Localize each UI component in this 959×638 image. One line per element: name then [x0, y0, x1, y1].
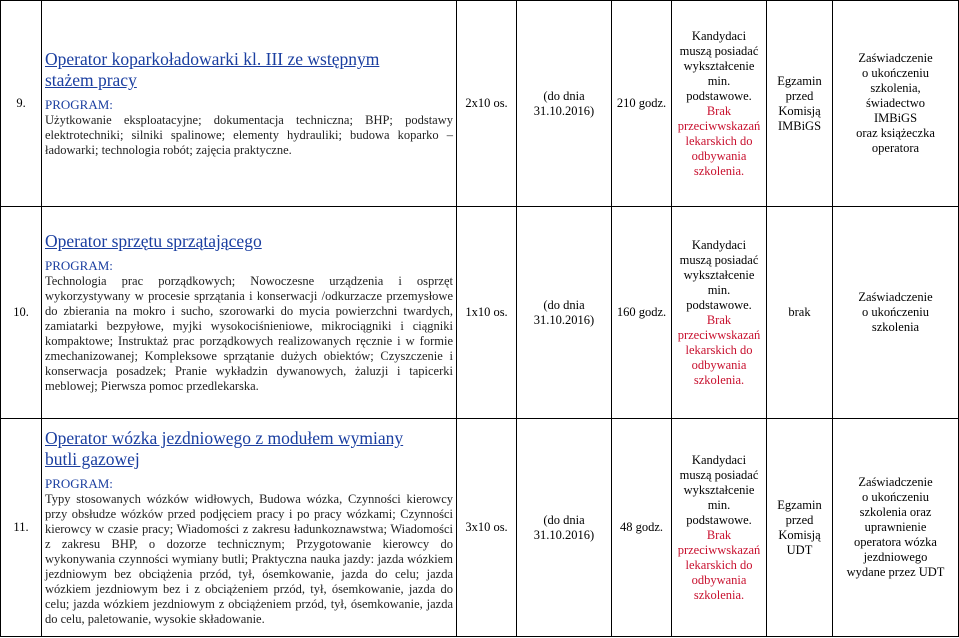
- course-title-line: Operator sprzętu sprzątającego: [45, 231, 262, 251]
- requirements-medical: [675, 528, 763, 603]
- deadline: [517, 207, 612, 419]
- exam: [767, 207, 833, 419]
- deadline-line: (do dnia: [543, 297, 585, 312]
- certificate-line: szkolenia,: [870, 81, 921, 95]
- certificate-line: szkolenia: [871, 320, 920, 334]
- exam-line: UDT: [786, 542, 813, 557]
- exam: [767, 419, 833, 637]
- certificate: [833, 207, 959, 419]
- course-title-line: stażem pracy: [45, 70, 137, 90]
- requirements_black-line: Kandydaci: [691, 237, 747, 252]
- program-label: PROGRAM:: [45, 97, 113, 112]
- course-title: [45, 231, 453, 252]
- course-description: [42, 207, 457, 419]
- exam-line: IMBiGS: [777, 118, 822, 133]
- certificate-line: jezdniowego: [863, 550, 928, 564]
- exam-line: Komisją: [778, 527, 821, 542]
- requirements_black-line: min.: [707, 73, 731, 88]
- requirements-medical: [675, 104, 763, 179]
- requirements_red-line: przeciwwskazań: [677, 327, 761, 342]
- hours: 160 godz.: [612, 207, 672, 419]
- deadline-line: 31.10.2016): [533, 527, 595, 542]
- requirements_red-line: przeciwwskazań: [677, 542, 761, 557]
- program-label: PROGRAM:: [45, 258, 113, 273]
- participants: 3x10 os.: [457, 419, 517, 637]
- certificate-line: IMBiGS: [873, 111, 918, 125]
- course-title: [45, 49, 453, 91]
- requirements_red-line: Brak: [706, 527, 732, 542]
- course-number: 11.: [1, 419, 42, 637]
- course-description: [42, 419, 457, 637]
- certificate-line: o ukończeniu: [862, 490, 929, 504]
- program-text: Technologia prac porządkowych; Nowoczesne urządzenia i osprzęt wykorzystywany w procesie sprzątania i konserwacji /odkurzacze przemysłowe do zbierania na mokro i sucho, szorowarki do mycia powierzchni twardych, zamiatarki bezpyłowe, myjki wysokociśnieniowe, mikrociągniki i ciągniki kompaktowe; Instruktaż prac porządkowych realizowanych ręcznie i w formie zmechanizowanej; Kompleksowe sprzątanie dużych obiektów; Czyszczenie i konserwacja posadzek; Pranie wykładzin dywanowych, żaluzji i tapicerki meblowej; Pierwsza pomoc przedlekarska.: [45, 274, 453, 393]
- exam-line: przed: [785, 512, 814, 527]
- course-number: 10.: [1, 207, 42, 419]
- deadline-line: (do dnia: [543, 512, 585, 527]
- course-number: 9.: [1, 1, 42, 207]
- program-label: PROGRAM:: [45, 476, 113, 491]
- exam: [767, 1, 833, 207]
- exam-line: Egzamin: [777, 497, 822, 512]
- requirements_red-line: lekarskich do: [685, 133, 753, 148]
- deadline: [517, 1, 612, 207]
- requirements_black-line: muszą posiadać: [679, 252, 759, 267]
- requirements_red-line: szkolenia.: [693, 587, 745, 602]
- course-description: [42, 1, 457, 207]
- course-title-line: butli gazowej: [45, 449, 140, 469]
- requirements_red-line: lekarskich do: [685, 342, 753, 357]
- requirements-education: [675, 238, 763, 313]
- certificate-line: szkolenia oraz: [859, 505, 932, 519]
- table-row: [1, 1, 959, 207]
- deadline: [517, 419, 612, 637]
- exam-line: brak: [788, 305, 811, 319]
- course-title-line: Operator wózka jezdniowego z modułem wymiany: [45, 428, 404, 448]
- program-text: Typy stosowanych wózków widłowych, Budowa wózka, Czynności kierowcy przy obsłudze wózków przed podjęciem pracy i po pracy wózkami; Czynności kierowcy w czasie pracy; Wiadomości z zakresu ładunkoznawstwa; Wiadomości z zakresu BHP, o dozorze technicznym; Przygotowanie kierowcy do wykonywania czynności wymiany butli; Praktyczna nauka jazdy: jazda wózkiem jezdniowym bez obciążenia przód, tył, ósemkowanie, jazda do celu; jazda wózkiem jezdniowym bez i z obciążeniem przód, tył, ósemkowanie, jazda do celu; jazda wózkiem jezdniowym z obciążeniem przód, tył, ósemkowanie, jazda do celu, paletowanie, wysokie składowanie.: [45, 492, 453, 626]
- hours: 210 godz.: [612, 1, 672, 207]
- certificate-line: operatora: [871, 141, 920, 155]
- requirements_black-line: podstawowe.: [686, 88, 752, 103]
- certificate-line: Zaświadczenie: [858, 475, 933, 489]
- requirements: [672, 207, 767, 419]
- requirements: [672, 419, 767, 637]
- requirements_black-line: podstawowe.: [686, 512, 752, 527]
- certificate-line: o ukończeniu: [862, 66, 929, 80]
- requirements-medical: [675, 313, 763, 388]
- deadline-line: (do dnia: [543, 88, 585, 103]
- participants: 2x10 os.: [457, 1, 517, 207]
- requirements_black-line: muszą posiadać: [679, 43, 759, 58]
- exam-line: Komisją: [778, 103, 821, 118]
- certificate-line: o ukończeniu: [862, 305, 929, 319]
- deadline-line: 31.10.2016): [533, 103, 595, 118]
- certificate: [833, 419, 959, 637]
- requirements_black-line: wykształcenie: [683, 482, 755, 497]
- certificate-line: uprawnienie: [864, 520, 927, 534]
- requirements_black-line: podstawowe.: [686, 297, 752, 312]
- exam-line: przed: [785, 88, 814, 103]
- requirements_black-line: muszą posiadać: [679, 467, 759, 482]
- requirements_black-line: wykształcenie: [683, 58, 755, 73]
- requirements_red-line: lekarskich do: [685, 557, 753, 572]
- requirements-education: [675, 453, 763, 528]
- certificate-line: Zaświadczenie: [858, 290, 933, 304]
- requirements_red-line: przeciwwskazań: [677, 118, 761, 133]
- requirements_red-line: szkolenia.: [693, 163, 745, 178]
- requirements: [672, 1, 767, 207]
- requirements_black-line: min.: [707, 497, 731, 512]
- deadline-line: 31.10.2016): [533, 312, 595, 327]
- requirements_red-line: odbywania: [691, 357, 747, 372]
- requirements_black-line: Kandydaci: [691, 452, 747, 467]
- requirements_black-line: min.: [707, 282, 731, 297]
- certificate-line: Zaświadczenie: [858, 51, 933, 65]
- hours: 48 godz.: [612, 419, 672, 637]
- requirements_red-line: szkolenia.: [693, 372, 745, 387]
- table-row: [1, 207, 959, 419]
- course-title: [45, 428, 453, 470]
- requirements_red-line: odbywania: [691, 148, 747, 163]
- participants: 1x10 os.: [457, 207, 517, 419]
- courses-table-body: [1, 1, 959, 637]
- requirements_red-line: Brak: [706, 312, 732, 327]
- exam-line: Egzamin: [777, 73, 822, 88]
- course-title-line: Operator koparkoładowarki kl. III ze wstępnym: [45, 49, 380, 69]
- certificate-line: świadectwo: [865, 96, 925, 110]
- program-text: Użytkowanie eksploatacyjne; dokumentacja techniczna; BHP; podstawy elektrotechniki; silniki spalinowe; elementy hydrauliki; budowa koparko – ładowarki; technologia robót; zajęcia praktyczne.: [45, 113, 453, 157]
- requirements_red-line: odbywania: [691, 572, 747, 587]
- certificate-line: oraz książeczka: [856, 126, 935, 140]
- table-row: [1, 419, 959, 637]
- requirements_black-line: Kandydaci: [691, 28, 747, 43]
- certificate-line: wydane przez UDT: [846, 565, 945, 579]
- requirements_black-line: wykształcenie: [683, 267, 755, 282]
- certificate-line: operatora wózka: [854, 535, 937, 549]
- certificate: [833, 1, 959, 207]
- requirements-education: [675, 29, 763, 104]
- requirements_red-line: Brak: [706, 103, 732, 118]
